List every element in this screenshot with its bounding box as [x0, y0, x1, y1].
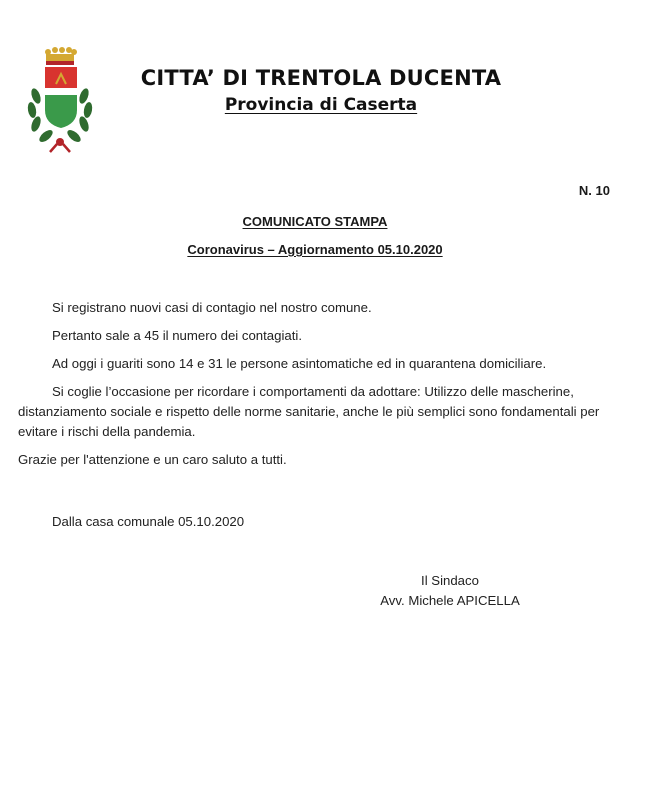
- crown-icon: [45, 47, 77, 65]
- municipality-title: CITTA’ DI TRENTOLA DUCENTA: [140, 66, 502, 90]
- signature-name: Avv. Michele APICELLA: [380, 593, 520, 608]
- place-date: Dalla casa comunale 05.10.2020: [52, 514, 245, 529]
- document-type-text: COMUNICATO STAMPA: [242, 214, 388, 229]
- document-number: N. 10: [578, 183, 610, 198]
- province-subtitle: [128, 95, 514, 115]
- shield-icon: [45, 67, 77, 128]
- province-subtitle-text: Provincia di Caserta: [224, 95, 418, 115]
- signature-role: Il Sindaco: [421, 573, 479, 588]
- paragraph: Si coglie l’occasione per ricordare i comportamenti da adottare: Utilizzo delle mascherine, distanziamento sociale e rispetto delle norme sanitarie, anche le più semplici sono fondamentali per evitare i rischi della pandemia.: [18, 384, 600, 439]
- document-type-title: [0, 214, 630, 229]
- paragraph: Pertanto sale a 45 il numero dei contagiati.: [52, 328, 302, 343]
- paragraph: Grazie per l'attenzione e un caro saluto a tutti.: [18, 452, 287, 467]
- paragraph: Ad oggi i guariti sono 14 e 31 le persone asintomatiche ed in quarantena domiciliare.: [52, 356, 547, 371]
- paragraph: Si registrano nuovi casi di contagio nel nostro comune.: [52, 300, 372, 315]
- municipal-coat-of-arms-icon: [20, 44, 100, 156]
- document-subject-text: Coronavirus – Aggiornamento 05.10.2020: [187, 242, 443, 257]
- signature-block: [360, 571, 540, 611]
- document-subject: [0, 242, 630, 257]
- ribbon-icon: [50, 138, 70, 152]
